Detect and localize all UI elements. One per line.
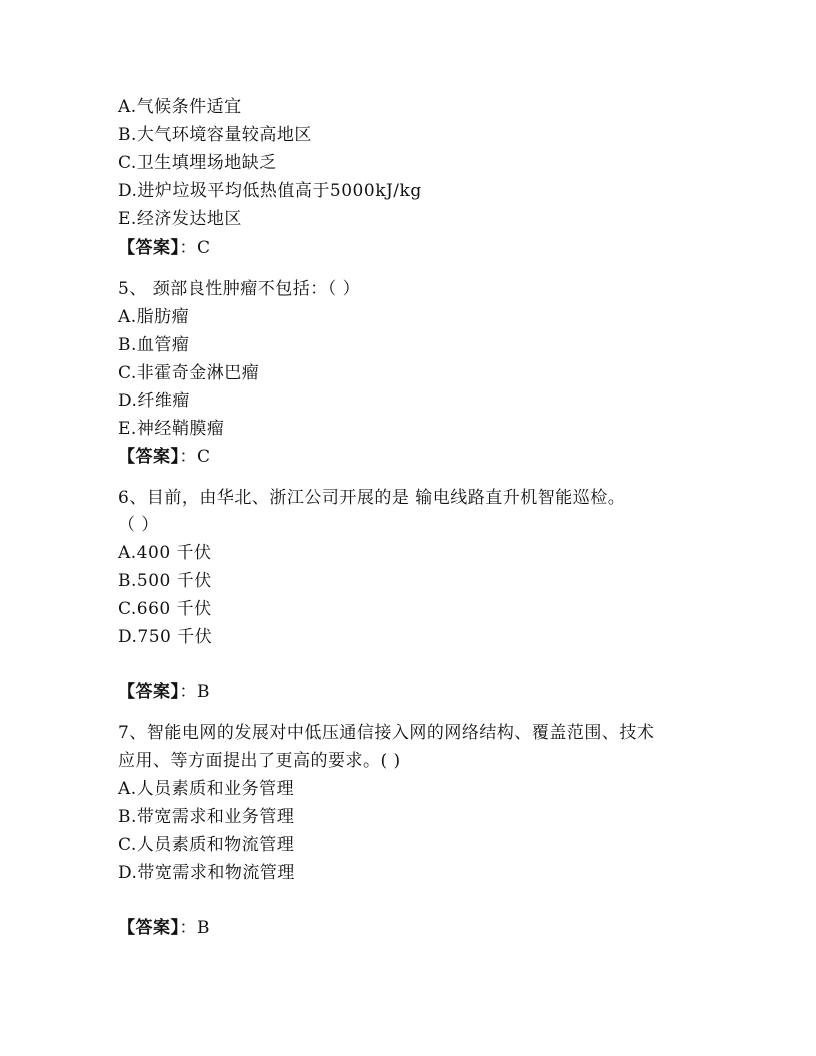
q7-question-line2: 应用、等方面提出了更高的要求。( ): [118, 751, 401, 771]
q4-option-c: C.卫生填埋场地缺乏: [118, 153, 277, 173]
q5-question: 5、 颈部良性肿瘤不包括：（ ）: [118, 279, 361, 299]
q6-answer-label: 【答案】: [118, 682, 180, 702]
q7-question-line1: 7、智能电网的发展对中低压通信接入网的网络结构、覆盖范围、技术: [118, 723, 655, 743]
q5-option-a: A.脂肪瘤: [118, 307, 190, 327]
q6-option-c: C.660 千伏: [118, 599, 212, 619]
q5-option-c: C.非霍奇金淋巴瘤: [118, 363, 260, 383]
q5-answer-label: 【答案】: [118, 447, 180, 467]
q6-option-b: B.500 千伏: [118, 571, 212, 591]
q4-option-d: D.进炉垃圾平均低热值高于5000kJ/kg: [118, 181, 422, 201]
q7-answer-label: 【答案】: [118, 918, 180, 938]
q4-option-a: A.气候条件适宜: [118, 97, 242, 117]
q5-answer-value: ：C: [179, 447, 211, 467]
q4-option-e: E.经济发达地区: [118, 209, 242, 229]
q5-answer: [118, 446, 211, 468]
q5-option-d: D.纤维瘤: [118, 391, 190, 411]
q6-option-d: D.750 千伏: [118, 627, 213, 647]
q6-answer-value: ：B: [179, 682, 210, 702]
q7-option-d: D.带宽需求和物流管理: [118, 863, 295, 883]
q6-question-line1: 6、目前，由华北、浙江公司开展的是 输电线路直升机智能巡检。: [118, 488, 626, 508]
q4-option-b: B.大气环境容量较高地区: [118, 125, 312, 145]
q5-option-b: B.血管瘤: [118, 335, 190, 355]
q5-option-e: E.神经鞘膜瘤: [118, 419, 225, 439]
q7-option-c: C.人员素质和物流管理: [118, 835, 295, 855]
q4-answer-label: 【答案】: [118, 238, 180, 258]
q6-question-line2: （ ）: [118, 515, 159, 535]
q6-answer: [118, 681, 210, 703]
q7-option-a: A.人员素质和业务管理: [118, 779, 295, 799]
q7-answer: [118, 917, 210, 939]
q7-answer-value: ：B: [179, 918, 210, 938]
q4-answer: [118, 237, 211, 259]
q7-option-b: B.带宽需求和业务管理: [118, 807, 295, 827]
q4-answer-value: ：C: [179, 238, 211, 258]
q6-option-a: A.400 千伏: [118, 543, 212, 563]
